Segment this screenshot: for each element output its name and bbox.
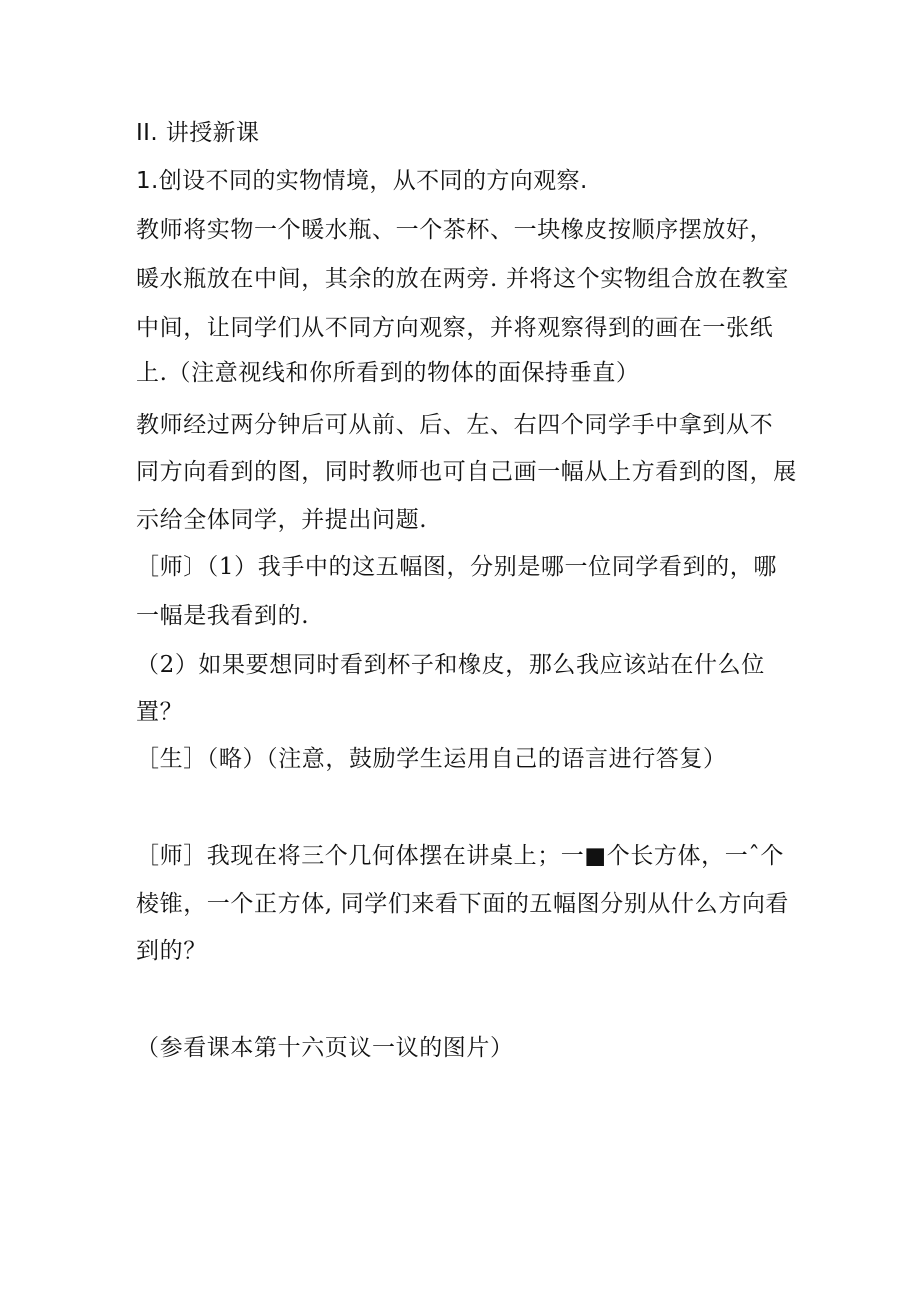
paragraph-line: 同方向看到的图，同时教师也可自己画一幅从上方看到的图，展 <box>136 459 797 485</box>
teacher-question-line: 置？ <box>136 699 184 725</box>
subheading: 1.创设不同的实物情境，从不同的方向观察. <box>136 168 588 194</box>
reference-note: （参看课本第十六页议一议的图片） <box>136 1035 514 1061</box>
paragraph-line: 中间，让同学们从不同方向观察，并将观察得到的画在一张纸 <box>136 315 774 341</box>
teacher-statement-line: ［师］我现在将三个几何体摆在讲桌上；一■个长方体，一ˆ个 <box>136 843 785 869</box>
teacher-question-line: （2）如果要想同时看到杯子和橡皮，那么我应该站在什么位 <box>136 652 765 678</box>
teacher-question-line: 一幅是我看到的. <box>136 603 310 629</box>
student-answer: ［生］（略）（注意，鼓励学生运用自己的语言进行答复） <box>136 746 727 772</box>
teacher-statement-line: 棱锥，一个正方体, 同学们来看下面的五幅图分别从什么方向看 <box>136 891 790 917</box>
paragraph-line: 示给全体同学，并提出问题. <box>136 507 428 533</box>
paragraph-line: 教师经过两分钟后可从前、后、左、右四个同学手中拿到从不 <box>136 412 774 438</box>
paragraph-line: 暖水瓶放在中间，其余的放在两旁. 并将这个实物组合放在教室 <box>136 266 790 292</box>
teacher-statement-line: 到的？ <box>136 938 207 964</box>
section-heading: II. 讲授新课 <box>136 120 260 146</box>
teacher-question-line: ［师〕（1）我手中的这五幅图，分别是哪一位同学看到的，哪 <box>136 554 777 580</box>
paragraph-line: 教师将实物一个暖水瓶、一个茶杯、一块橡皮按顺序摆放好， <box>136 217 774 243</box>
paragraph-line: 上.（注意视线和你所看到的物体的面保持垂直） <box>136 360 640 386</box>
